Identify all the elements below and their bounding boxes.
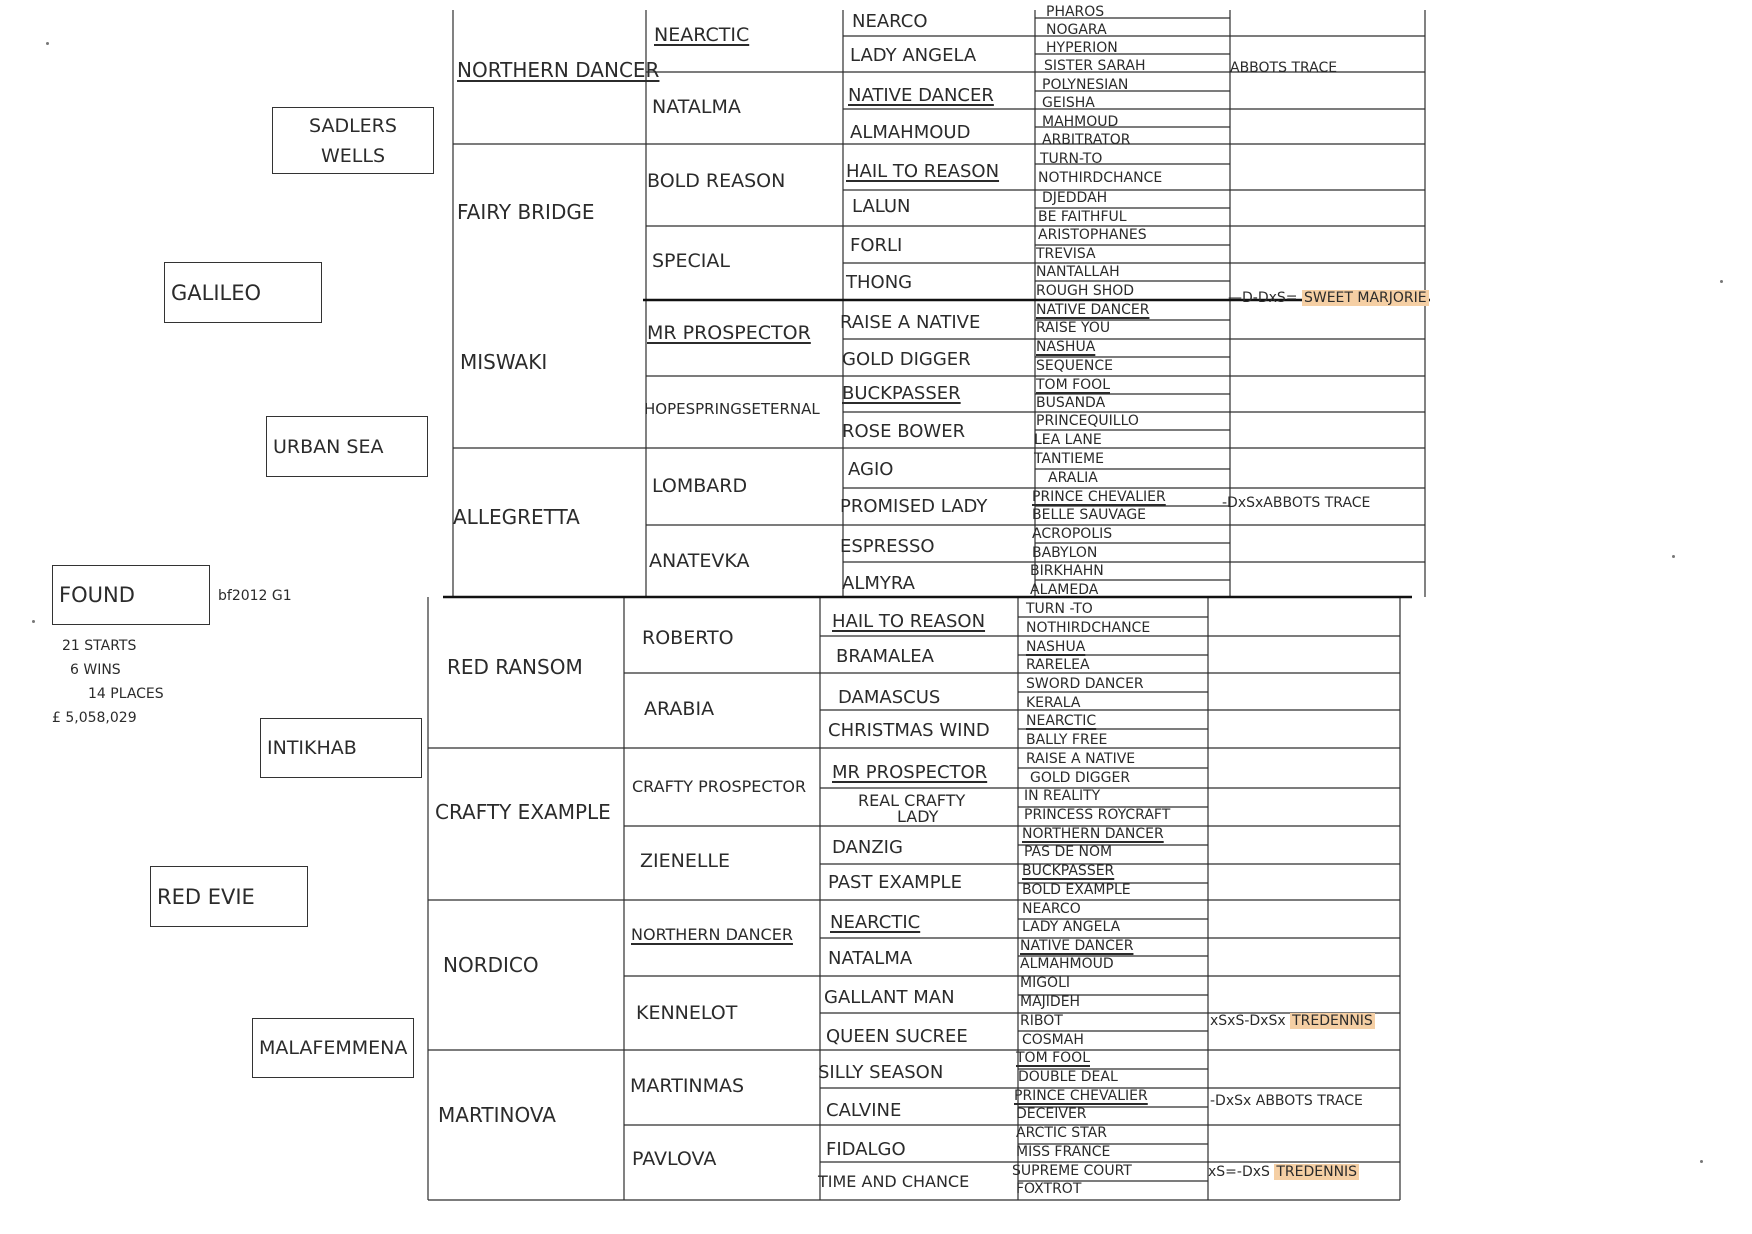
inbreeding-note-prefix: —D-DxS= xyxy=(1228,290,1298,306)
gen4-cell: CRAFTY PROSPECTOR xyxy=(632,777,807,796)
dam-name: RED EVIE xyxy=(157,884,255,909)
horse-stat-wins: 6 WINS xyxy=(70,662,121,678)
gen6-cell: SEQUENCE xyxy=(1036,358,1113,374)
inbreeding-note xyxy=(1210,1013,1375,1029)
gen5-cell: BUCKPASSER xyxy=(842,383,961,404)
gen5-cell: DANZIG xyxy=(832,837,903,858)
gen5-cell: REAL CRAFTY xyxy=(858,791,966,810)
gen5-cell: CHRISTMAS WIND xyxy=(828,720,990,741)
gen5-cell: FORLI xyxy=(850,235,903,256)
gen6-cell: TREVISA xyxy=(1036,246,1096,262)
gen6-cell: TOM FOOL xyxy=(1016,1050,1090,1066)
sire-sire-name-line2: WELLS xyxy=(320,144,386,167)
gen5-cell: FIDALGO xyxy=(826,1139,906,1160)
gen6-cell: BOLD EXAMPLE xyxy=(1022,882,1131,898)
gen5-cell: QUEEN SUCREE xyxy=(826,1026,968,1047)
gen6-cell: KERALA xyxy=(1026,695,1081,711)
scan-speck xyxy=(32,620,35,623)
gen6-cell: BE FAITHFUL xyxy=(1038,209,1127,225)
gen5-cell: TIME AND CHANCE xyxy=(818,1172,970,1191)
gen6-cell: NASHUA xyxy=(1026,639,1086,655)
gen4-cell: LOMBARD xyxy=(652,475,748,497)
gen5-cell: HAIL TO REASON xyxy=(832,611,986,632)
gen6-cell: NORTHERN DANCER xyxy=(1022,826,1164,842)
gen6-cell: RAISE A NATIVE xyxy=(1026,751,1136,767)
gen3-cell: NORTHERN DANCER xyxy=(457,58,660,82)
gen6-cell: NANTALLAH xyxy=(1036,264,1120,280)
scan-speck xyxy=(1672,555,1675,558)
gen6-cell: PRINCE CHEVALIER xyxy=(1014,1088,1148,1104)
gen6-cell: DOUBLE DEAL xyxy=(1018,1069,1118,1085)
gen6-cell: MIGOLI xyxy=(1020,975,1071,991)
gen3-cell: FAIRY BRIDGE xyxy=(457,200,595,224)
gen4-cell: BOLD REASON xyxy=(647,170,786,192)
scan-speck xyxy=(1700,1160,1703,1163)
inbreeding-note xyxy=(1208,1164,1359,1180)
gen5-cell: DAMASCUS xyxy=(838,687,941,708)
gen4-cell: PAVLOVA xyxy=(632,1148,717,1170)
gen6-cell: NASHUA xyxy=(1036,339,1096,355)
gen6-cell: NOGARA xyxy=(1046,22,1107,38)
gen3-cell: MARTINOVA xyxy=(438,1103,556,1127)
dam-dam-name: MALAFEMMENA xyxy=(259,1037,408,1059)
gen6-cell: BUCKPASSER xyxy=(1022,863,1115,879)
gen6-cell: PHAROS xyxy=(1046,4,1105,20)
gen4-cell: KENNELOT xyxy=(636,1002,738,1024)
gen6-cell: ARBITRATOR xyxy=(1042,132,1131,148)
horse-name-box xyxy=(52,565,210,625)
gen6-cell: NATIVE DANCER xyxy=(1020,938,1134,954)
gen6-cell: SWORD DANCER xyxy=(1026,676,1144,692)
gen6-cell: ROUGH SHOD xyxy=(1036,283,1135,299)
gen5-cell: RAISE A NATIVE xyxy=(840,312,981,333)
gen5-cell: NEARCTIC xyxy=(830,912,921,933)
gen5-cell: ALMYRA xyxy=(842,573,915,594)
gen5-cell: CALVINE xyxy=(826,1100,902,1121)
horse-details: bf2012 G1 xyxy=(218,588,292,604)
inbreeding-note-prefix: xSxS-DxSx xyxy=(1210,1013,1286,1029)
gen6-cell: TURN-TO xyxy=(1040,151,1103,167)
gen5-cell: LADY ANGELA xyxy=(850,45,977,66)
inbreeding-note: -DxSxABBOTS TRACE xyxy=(1222,495,1371,511)
gen5-cell: PROMISED LADY xyxy=(840,496,988,517)
gen6-cell: ARISTOPHANES xyxy=(1038,227,1147,243)
gen5-cell: NATALMA xyxy=(828,948,913,969)
gen4-cell: HOPESPRINGSETERNAL xyxy=(644,400,820,418)
gen5-cell: NATIVE DANCER xyxy=(848,85,994,106)
gen6-cell: NEARCTIC xyxy=(1026,713,1097,729)
gen5-cell: GALLANT MAN xyxy=(824,987,955,1008)
gen5-cell: HAIL TO REASON xyxy=(846,161,1000,182)
gen6-cell: GOLD DIGGER xyxy=(1030,770,1131,786)
gen6-cell: SUPREME COURT xyxy=(1012,1163,1132,1179)
gen5-cell: THONG xyxy=(846,272,913,293)
gen4-cell: ZIENELLE xyxy=(640,850,731,872)
gen4-cell: ROBERTO xyxy=(642,627,734,649)
scan-speck xyxy=(1720,280,1723,283)
gen6-cell: MAJIDEH xyxy=(1020,994,1081,1010)
gen6-cell: BIRKHAHN xyxy=(1030,563,1104,579)
gen6-cell: ARALIA xyxy=(1048,470,1098,486)
gen5-cell: AGIO xyxy=(848,459,894,480)
gen5-cell: ESPRESSO xyxy=(840,536,935,557)
dam-sire-box xyxy=(260,718,422,778)
gen3-cell: NORDICO xyxy=(443,953,539,977)
gen6-cell: BABYLON xyxy=(1032,545,1098,561)
gen3-cell: CRAFTY EXAMPLE xyxy=(435,800,611,824)
sire-name: GALILEO xyxy=(171,280,262,305)
gen6-cell: DJEDDAH xyxy=(1042,190,1108,206)
highlighted-ancestor: TREDENNIS xyxy=(1276,1164,1358,1180)
gen6-cell: COSMAH xyxy=(1022,1032,1084,1048)
horse-stat-earnings: £ 5,058,029 xyxy=(52,710,137,726)
gen6-cell: PRINCE CHEVALIER xyxy=(1032,489,1166,505)
gen5-cell: ROSE BOWER xyxy=(842,421,966,442)
gen6-cell: PRINCEQUILLO xyxy=(1036,413,1139,429)
inbreeding-note xyxy=(1228,290,1429,306)
sire-sire-box xyxy=(272,107,434,174)
gen4-cell: SPECIAL xyxy=(652,250,730,272)
gen4-cell: NATALMA xyxy=(652,96,741,118)
gen6-cell: GEISHA xyxy=(1042,95,1095,111)
gen6-cell: ARCTIC STAR xyxy=(1016,1125,1107,1141)
dam-box xyxy=(150,866,308,927)
gen4-cell: NORTHERN DANCER xyxy=(631,925,793,944)
gen5-cell: BRAMALEA xyxy=(836,646,934,667)
gen3-cell: ALLEGRETTA xyxy=(453,505,580,529)
gen6-cell: PAS DE NOM xyxy=(1024,844,1113,860)
gen4-cell: ARABIA xyxy=(644,698,715,720)
gen6-cell: POLYNESIAN xyxy=(1042,77,1129,93)
gen5-cell: LALUN xyxy=(852,196,911,217)
gen6-cell: ALAMEDA xyxy=(1030,582,1099,598)
gen3-cell: RED RANSOM xyxy=(447,655,583,679)
gen4-cell: MR PROSPECTOR xyxy=(647,322,811,344)
gen6-cell: NOTHIRDCHANCE xyxy=(1026,620,1151,636)
gen6-cell: LADY ANGELA xyxy=(1022,919,1121,935)
gen6-cell: TURN -TO xyxy=(1026,601,1093,617)
gen5-cell: GOLD DIGGER xyxy=(842,349,971,370)
gen5-cell: PAST EXAMPLE xyxy=(828,872,962,893)
dam-sire-name: INTIKHAB xyxy=(267,737,357,759)
gen6-cell: PRINCESS ROYCRAFT xyxy=(1024,807,1171,823)
gen6-cell: NEARCO xyxy=(1022,901,1081,917)
gen6-cell: RARELEA xyxy=(1026,657,1090,673)
sire-dam-box xyxy=(266,416,428,477)
highlighted-ancestor: TREDENNIS xyxy=(1292,1013,1373,1029)
gen4-cell: MARTINMAS xyxy=(630,1075,745,1097)
highlighted-ancestor: SWEET MARJORIE xyxy=(1303,290,1427,306)
scan-speck xyxy=(46,42,49,45)
inbreeding-note: ABBOTS TRACE xyxy=(1230,60,1338,76)
gen6-cell: BUSANDA xyxy=(1036,395,1106,411)
inbreeding-note-prefix: xS=-DxS xyxy=(1208,1164,1270,1180)
gen6-cell: BELLE SAUVAGE xyxy=(1032,507,1147,523)
gen6-cell: MISS FRANCE xyxy=(1016,1144,1111,1160)
horse-stat-places: 14 PLACES xyxy=(88,686,164,702)
horse-name: FOUND xyxy=(59,583,135,607)
gen6-cell: NOTHIRDCHANCE xyxy=(1038,170,1163,186)
gen6-cell: BALLY FREE xyxy=(1026,732,1108,748)
gen6-cell: ALMAHMOUD xyxy=(1020,956,1114,972)
sire-dam-name: URBAN SEA xyxy=(273,435,384,458)
gen6-cell: RAISE YOU xyxy=(1036,320,1111,336)
sire-sire-name-line1: SADLERS xyxy=(309,114,397,137)
gen6-cell: LEA LANE xyxy=(1034,432,1102,448)
gen6-cell: HYPERION xyxy=(1046,40,1118,56)
gen5-cell: MR PROSPECTOR xyxy=(832,762,988,783)
gen5-cell: LADY xyxy=(897,807,939,826)
horse-stat-starts: 21 STARTS xyxy=(62,638,137,654)
gen6-cell: NATIVE DANCER xyxy=(1036,302,1150,318)
gen6-cell: IN REALITY xyxy=(1024,788,1101,804)
sire-box xyxy=(164,262,322,323)
gen4-cell: NEARCTIC xyxy=(654,24,750,46)
gen6-cell: FOXTROT xyxy=(1016,1181,1082,1197)
gen4-cell: ANATEVKA xyxy=(649,550,750,572)
gen6-cell: DECEIVER xyxy=(1016,1106,1087,1122)
gen6-cell: TANTIEME xyxy=(1034,451,1104,467)
gen6-cell: SISTER SARAH xyxy=(1044,58,1146,74)
dam-dam-box xyxy=(252,1018,414,1078)
gen3-cell: MISWAKI xyxy=(460,350,548,374)
gen5-cell: SILLY SEASON xyxy=(818,1062,944,1083)
inbreeding-note: -DxSx ABBOTS TRACE xyxy=(1210,1093,1363,1109)
gen5-cell: NEARCO xyxy=(852,11,928,32)
gen6-cell: ACROPOLIS xyxy=(1032,526,1113,542)
gen5-cell: ALMAHMOUD xyxy=(850,122,971,143)
gen6-cell: MAHMOUD xyxy=(1042,114,1119,130)
gen6-cell: TOM FOOL xyxy=(1036,377,1110,393)
gen6-cell: RIBOT xyxy=(1020,1013,1063,1029)
